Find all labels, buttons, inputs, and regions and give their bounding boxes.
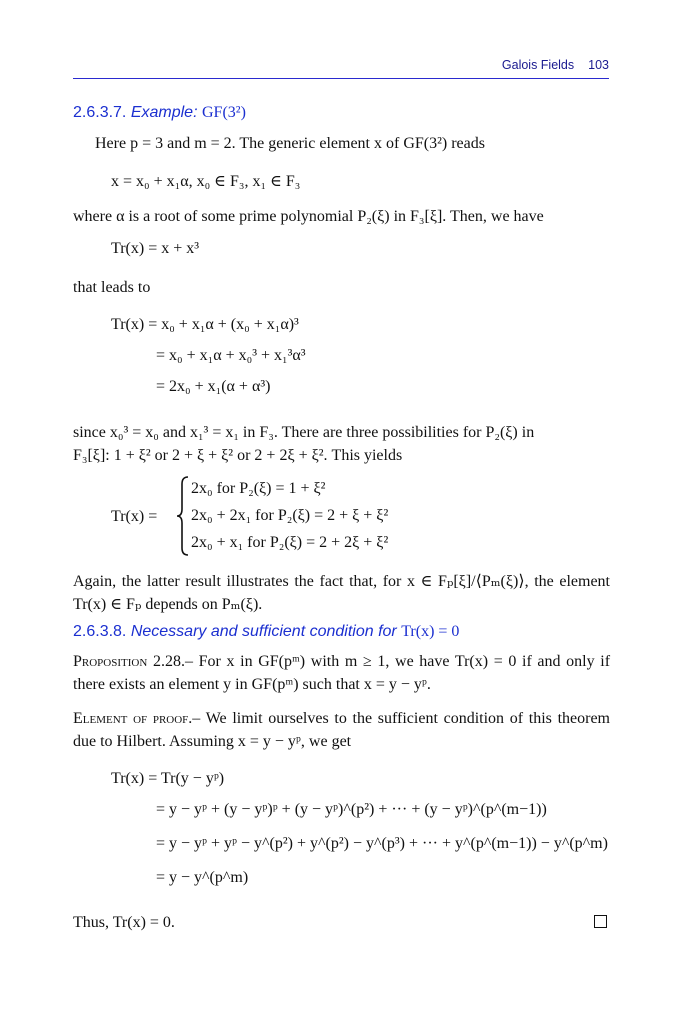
conclusion-text: Thus, Tr(x) = 0. xyxy=(73,914,175,931)
leads-to-text: that leads to xyxy=(73,279,151,296)
proof-paragraph xyxy=(73,707,610,753)
proof-equation-line-3: = y − yᵖ + yᵖ − y^(p²) + y^(p²) − y^(p³) + ··· + y^(p^(m−1)) − y^(p^m) xyxy=(156,835,608,852)
left-brace-icon xyxy=(176,476,190,556)
proposition-label: Proposition xyxy=(73,653,148,670)
section-heading-condition: 2.6.3.8. Necessary and sufficient condition for Tr(x) = 0 xyxy=(73,623,460,640)
trace-definition-equation: Tr(x) = x + x³ xyxy=(111,240,200,257)
case-row-3: 2x₀ + x₁ for P₂(ξ) = 2 + 2ξ + ξ² xyxy=(191,534,389,551)
since-paragraph-line-1: since x₀³ = x₀ and x₁³ = x₁ in F₃. There are three possibilities for P₂(ξ) in xyxy=(73,424,535,441)
proposition-number: 2.28.– xyxy=(152,653,193,670)
proposition-text: For x in GF(pᵐ) with m ≥ 1, we have Tr(x) = 0 if and only if there exists an element y in GF(pᵐ) such that x = y − yᵖ. xyxy=(73,653,611,693)
qed-square-icon xyxy=(594,915,607,928)
proposition-paragraph xyxy=(73,650,610,696)
intro-paragraph: Here p = 3 and m = 2. The generic element x of GF(3²) reads xyxy=(95,135,485,152)
header-title: Galois Fields xyxy=(501,58,575,72)
case-row-2: 2x₀ + 2x₁ for P₂(ξ) = 2 + ξ + ξ² xyxy=(191,507,389,524)
proof-equation-line-4: = y − y^(p^m) xyxy=(156,869,249,886)
header-rule xyxy=(73,78,609,79)
section-heading-example: 2.6.3.7. Example: GF(3²) xyxy=(73,104,246,121)
generic-element-equation: x = x₀ + x₁α, x₀ ∈ F₃, x₁ ∈ F₃ xyxy=(111,173,301,190)
trace-expansion-line-2: = x₀ + x₁α + x₀³ + x₁³α³ xyxy=(156,347,306,364)
proof-text: We limit ourselves to the sufficient condition of this theorem due to Hilbert. Assuming x = y − yᵖ, we get xyxy=(73,710,610,750)
trace-expansion-line-3: = 2x₀ + x₁(α + α³) xyxy=(156,378,271,395)
running-header xyxy=(502,58,609,72)
page-number: 103 xyxy=(588,58,609,72)
proof-label: Element of proof.– xyxy=(73,710,201,727)
trace-expansion-line-1: Tr(x) = x₀ + x₁α + (x₀ + x₁α)³ xyxy=(111,316,299,333)
cases-lhs: Tr(x) = xyxy=(111,508,158,525)
case-row-1: 2x₀ for P₂(ξ) = 1 + ξ² xyxy=(191,480,326,497)
where-paragraph: where α is a root of some prime polynomial P₂(ξ) in F₃[ξ]. Then, we have xyxy=(73,208,544,225)
since-paragraph-line-2: F₃[ξ]: 1 + ξ² or 2 + ξ + ξ² or 2 + 2ξ + ξ². This yields xyxy=(73,447,403,464)
again-paragraph: Again, the latter result illustrates the fact that, for x ∈ Fₚ[ξ]/⟨Pₘ(ξ)⟩, the element Tr(x) ∈ Fₚ depends on Pₘ(ξ). xyxy=(73,573,610,613)
proof-equation-line-2: = y − yᵖ + (y − yᵖ)ᵖ + (y − yᵖ)^(p²) + ··· + (y − yᵖ)^(p^(m−1)) xyxy=(156,801,547,818)
proof-equation-line-1: Tr(x) = Tr(y − yᵖ) xyxy=(111,770,225,787)
